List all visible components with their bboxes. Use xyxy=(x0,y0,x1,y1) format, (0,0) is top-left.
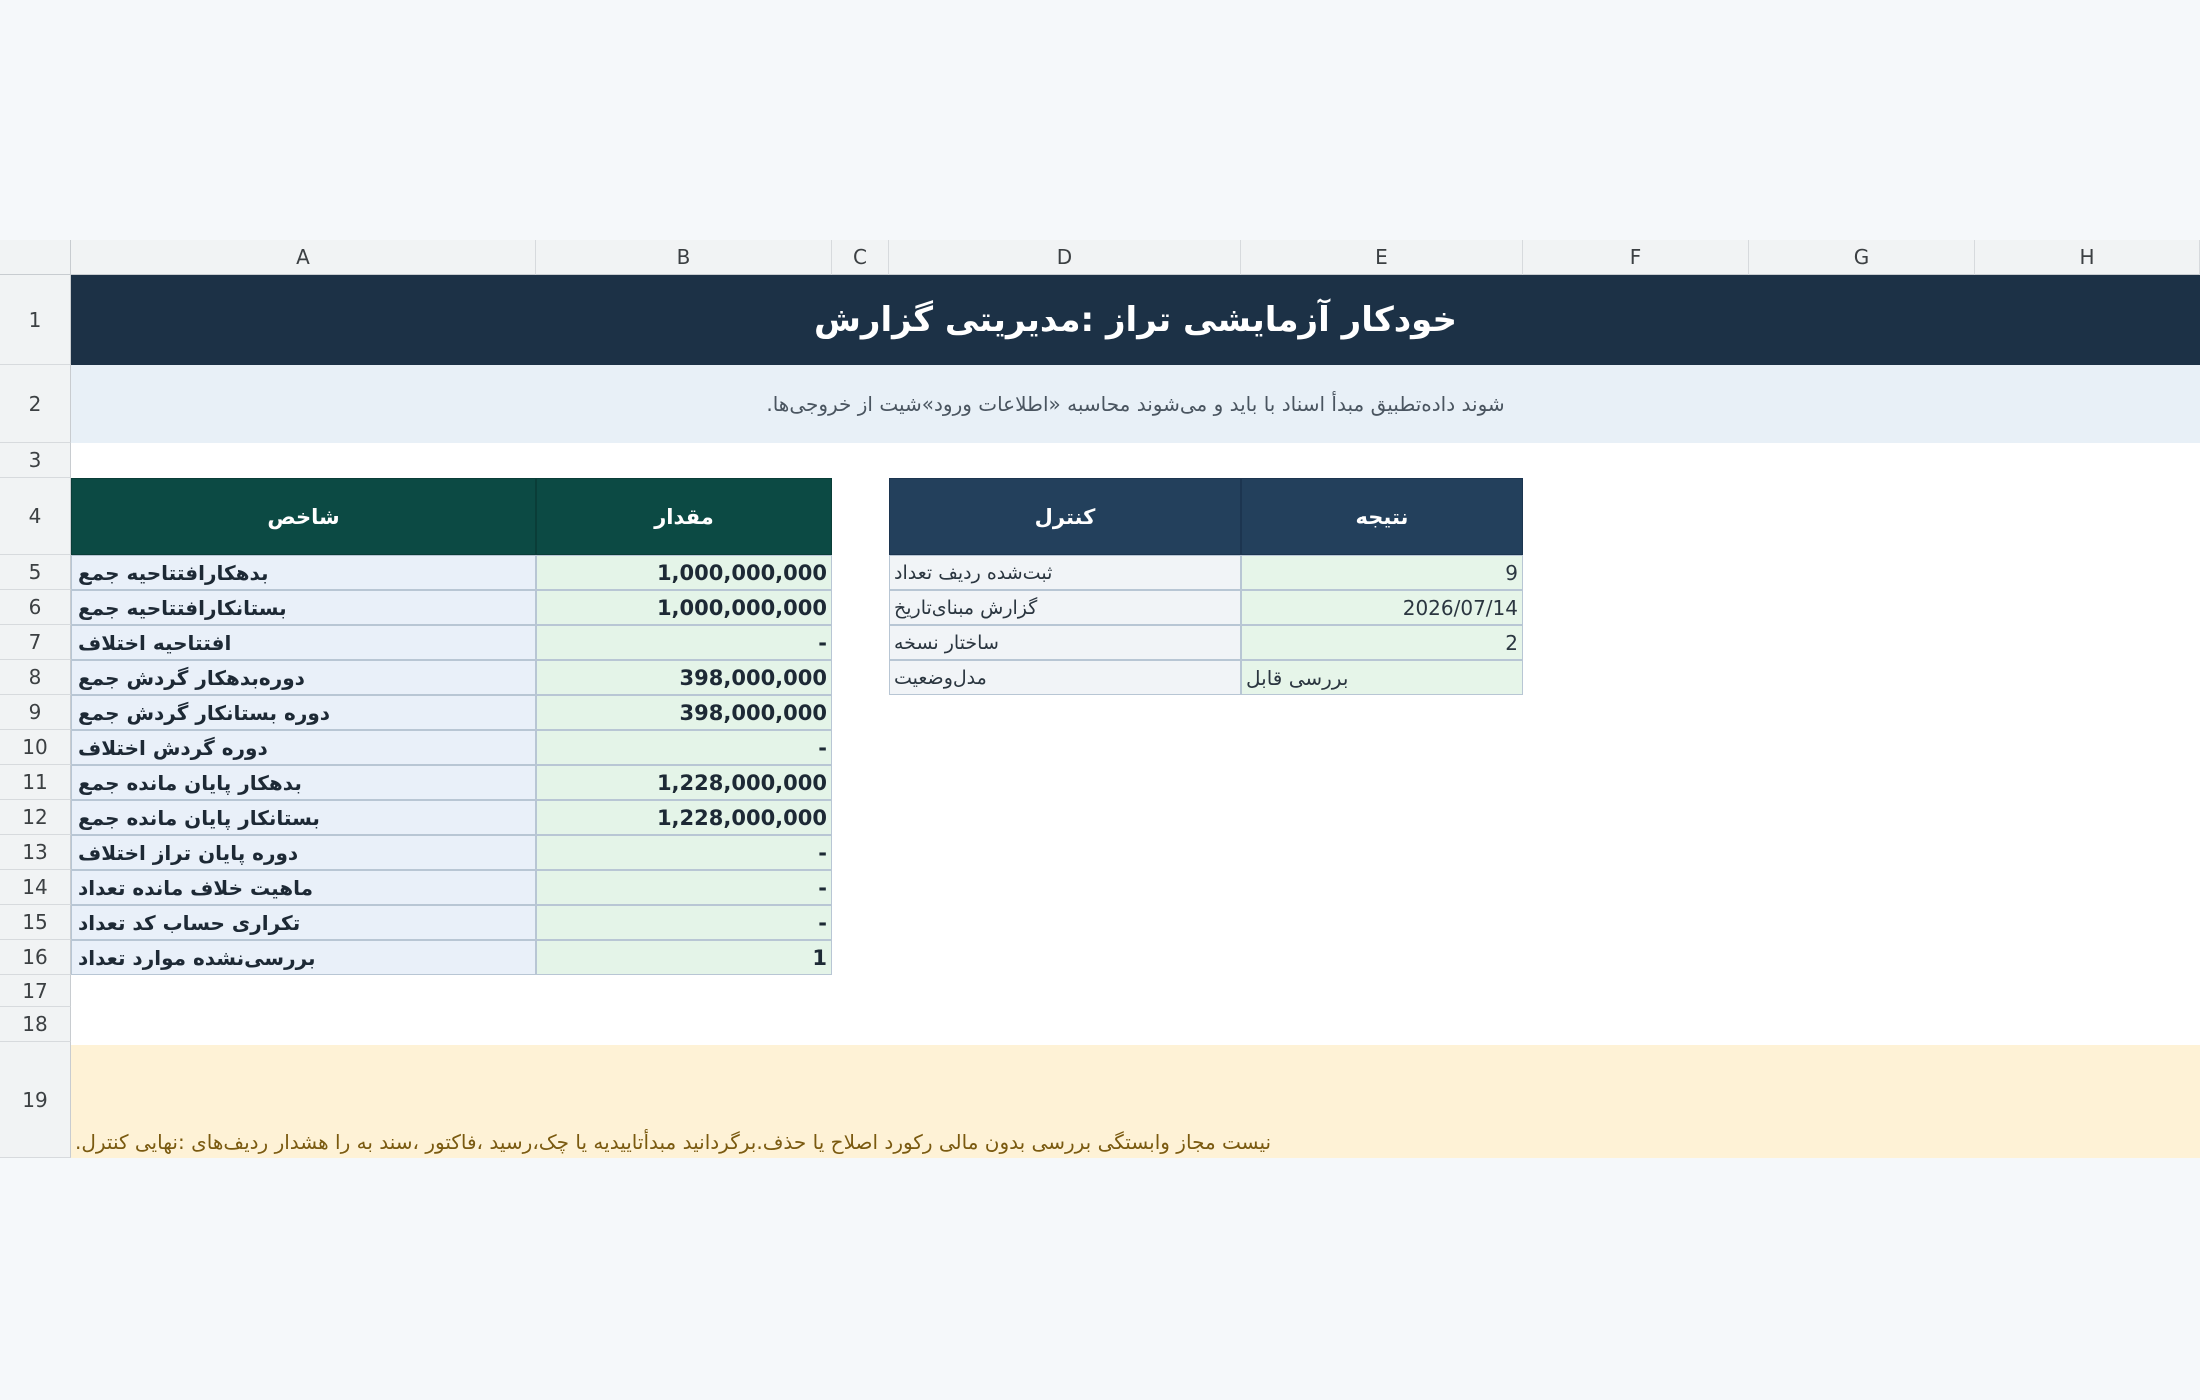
metrics-header-value[interactable]: مقدار xyxy=(536,478,832,555)
metric-label[interactable]: بدهکار پایان مانده جمع xyxy=(71,765,536,800)
metric-label[interactable]: بستانکار پایان مانده جمع xyxy=(71,800,536,835)
metric-value[interactable]: 1,000,000,000 xyxy=(536,590,832,625)
row-header-5[interactable]: 5 xyxy=(0,555,71,590)
control-label[interactable]: ثبت‌شده ردیف تعداد xyxy=(889,555,1241,590)
metric-value[interactable]: 398,000,000 xyxy=(536,660,832,695)
metric-value[interactable]: - xyxy=(536,870,832,905)
metrics-header-label[interactable]: شاخص xyxy=(71,478,536,555)
row-header-4[interactable]: 4 xyxy=(0,478,71,555)
metric-value[interactable]: 1,228,000,000 xyxy=(536,765,832,800)
row-header-16[interactable]: 16 xyxy=(0,940,71,975)
row-header-7[interactable]: 7 xyxy=(0,625,71,660)
row-header-2[interactable]: 2 xyxy=(0,365,71,443)
row-header-9[interactable]: 9 xyxy=(0,695,71,730)
metric-value[interactable]: - xyxy=(536,625,832,660)
row-header-13[interactable]: 13 xyxy=(0,835,71,870)
metric-label[interactable]: دوره پایان تراز اختلاف xyxy=(71,835,536,870)
metric-value[interactable]: - xyxy=(536,730,832,765)
controls-header-label[interactable]: کنترل xyxy=(889,478,1241,555)
control-label[interactable]: ساختار نسخه xyxy=(889,625,1241,660)
control-label[interactable]: مدل‌وضعیت xyxy=(889,660,1241,695)
column-header-e[interactable]: E xyxy=(1241,240,1523,275)
metric-value[interactable]: 1,228,000,000 xyxy=(536,800,832,835)
metric-label[interactable]: تکراری حساب کد تعداد xyxy=(71,905,536,940)
metric-label[interactable]: بستانکارافتتاحیه جمع xyxy=(71,590,536,625)
metric-label[interactable]: دوره گردش اختلاف xyxy=(71,730,536,765)
metric-value[interactable]: 398,000,000 xyxy=(536,695,832,730)
column-header-d[interactable]: D xyxy=(889,240,1241,275)
spreadsheet-grid xyxy=(0,240,2200,1158)
row-header-12[interactable]: 12 xyxy=(0,800,71,835)
metric-label[interactable]: افتتاحیه اختلاف xyxy=(71,625,536,660)
row-header-11[interactable]: 11 xyxy=(0,765,71,800)
row-header-14[interactable]: 14 xyxy=(0,870,71,905)
row-header-8[interactable]: 8 xyxy=(0,660,71,695)
row-header-17[interactable]: 17 xyxy=(0,975,71,1007)
column-header-a[interactable]: A xyxy=(71,240,536,275)
control-value[interactable]: بررسی قابل xyxy=(1241,660,1523,695)
control-value[interactable]: 2026/07/14 xyxy=(1241,590,1523,625)
column-header-f[interactable]: F xyxy=(1523,240,1749,275)
column-header-h[interactable]: H xyxy=(1975,240,2200,275)
row-header-10[interactable]: 10 xyxy=(0,730,71,765)
metric-value[interactable]: 1 xyxy=(536,940,832,975)
column-header-g[interactable]: G xyxy=(1749,240,1975,275)
metric-label[interactable]: دوره بستانکار گردش جمع xyxy=(71,695,536,730)
row-header-3[interactable]: 3 xyxy=(0,443,71,478)
metric-value[interactable]: - xyxy=(536,905,832,940)
metric-label[interactable]: دوره‌بدهکار گردش جمع xyxy=(71,660,536,695)
row-header-15[interactable]: 15 xyxy=(0,905,71,940)
metric-label[interactable]: ماهیت خلاف مانده تعداد xyxy=(71,870,536,905)
row-header-19[interactable]: 19 xyxy=(0,1042,71,1158)
controls-header-value[interactable]: نتیجه xyxy=(1241,478,1523,555)
row-header-18[interactable]: 18 xyxy=(0,1007,71,1042)
control-value[interactable]: 2 xyxy=(1241,625,1523,660)
row-header-1[interactable]: 1 xyxy=(0,275,71,365)
report-title[interactable]: خودکار آزمایشی تراز :مدیریتی گزارش xyxy=(71,275,2200,365)
select-all-corner[interactable] xyxy=(0,240,71,275)
control-value[interactable]: 9 xyxy=(1241,555,1523,590)
metric-label[interactable]: بدهکارافتتاحیه جمع xyxy=(71,555,536,590)
metric-value[interactable]: - xyxy=(536,835,832,870)
row-header-6[interactable]: 6 xyxy=(0,590,71,625)
metric-value[interactable]: 1,000,000,000 xyxy=(536,555,832,590)
column-header-c[interactable]: C xyxy=(832,240,889,275)
footer-note[interactable]: .نیست مجاز وابستگی بررسی بدون مالی رکورد اصلاح یا حذف.برگردانید مبدأتاییدیه یا چک،رسید ،فاکتور ،سند به را هشدار ردیف‌های :نهایی کنترل xyxy=(71,1045,2200,1158)
metric-label[interactable]: بررسی‌نشده موارد تعداد xyxy=(71,940,536,975)
report-subtitle[interactable]: .شوند داده‌تطبیق مبدأ اسناد با باید و می‌شوند محاسبه «اطلاعات ورود»شیت از خروجی‌ها xyxy=(71,365,2200,443)
column-header-b[interactable]: B xyxy=(536,240,832,275)
control-label[interactable]: گزارش مبنای‌تاریخ xyxy=(889,590,1241,625)
